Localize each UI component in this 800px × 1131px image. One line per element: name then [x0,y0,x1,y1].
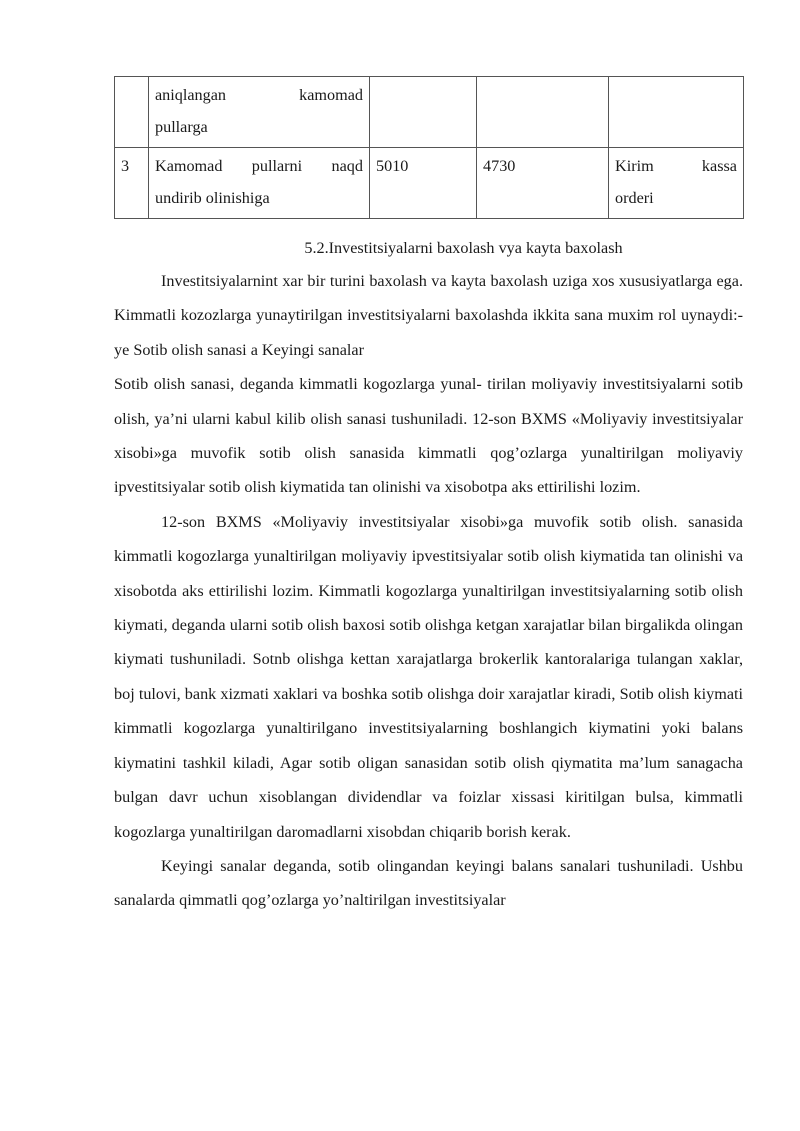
description-cell [149,148,370,219]
document-cell [609,77,744,148]
body-text [114,264,743,918]
description-line: undirib olinishiga [155,189,270,207]
row-number-cell: 3 [115,148,149,219]
table-row [115,77,744,148]
description-cell [149,77,370,148]
description-line: aniqlangan kamomad [155,86,363,104]
document-cell [609,148,744,219]
description-line: pullarga [155,118,208,136]
document-line: Kirim kassa [615,157,737,175]
data-table [114,76,744,219]
debit-account-cell [370,77,477,148]
paragraph: Investitsiyalarnint xar bir turini baxolash va kayta baxolash uziga xos xususiyatlarga ega. Kimmatli kozozlarga yunaytirilgan investitsiyalarni baxolashda ikkita sana muxim rol uynaydi:-ye Sotib olish sanasi a Keyingi sanalar [114,272,743,359]
credit-account-cell: 4730 [477,148,609,219]
table-row [115,148,744,219]
credit-account-cell [477,77,609,148]
paragraph: 12-son BXMS «Moliyaviy investitsiyalar xisobi»ga muvofik sotib olish. sanasida kimmatli kogozlarga yunaltirilgan moliyaviy ipvestitsiyalar sotib olish kiymatida tan olinishi va xisobotda aks ettirilishi lozim. Kimmatli kogozlarga yunaltirilgan investitsiyalarning sotib olish kiymati, deganda ularni sotib olish baxosi sotib olishga ketgan xarajatlar bilan birgalikda olingan kiymati tushuniladi. Sotnb olishga kettan xarajatlarga brokerlik kantoralariga tulangan xaklar, boj tulovi, bank xizmati xaklari va boshka sotib olishga doir xarajatlar kiradi, Sotib olish kiymati kimmatli kogozlarga yunaltirilgano investitsiyalarning boshlangich kiymatini yoki balans kiymatini tashkil kiladi, Agar sotib oligan sanasidan sotib olish qiymatita ma’lum sanagacha bulgan davr uchun xisoblangan dividendlar va foizlar xissasi kiritilgan bulsa, kimmatli kogozlarga yunaltirilgan daromadlarni xisobdan chiqarib borish kerak. [114,512,743,841]
document-line: orderi [615,189,654,207]
paragraph: Sotib olish sanasi, deganda kimmatli kogozlarga yunal- tirilan moliyaviy investitsiyalarni sotib olish, ya’ni ularni kabul kilib olish sanasi tushuniladi. 12-son BXMS «Moliyaviy investitsiyalar xisobi»ga muvofik sotib olish sanasida kimmatli qog’ozlarga yunaltirilgan moliyaviy ipvestitsiyalar sotib olish kiymatida tan olinishi va xisobotpa aks ettirilishi lozim. [114,375,743,497]
debit-account-cell: 5010 [370,148,477,219]
description-line: Kamomad pullarni naqd [155,157,363,175]
row-number-cell [115,77,149,148]
paragraph: Keyingi sanalar deganda, sotib olingandan keyingi balans sanalari tushuniladi. Ushbu sanalarda qimmatli qog’ozlarga yo’naltirilgan investitsiyalar [114,856,743,910]
section-heading: 5.2.Investitsiyalarni baxolash vya kayta baxolash [304,239,623,257]
